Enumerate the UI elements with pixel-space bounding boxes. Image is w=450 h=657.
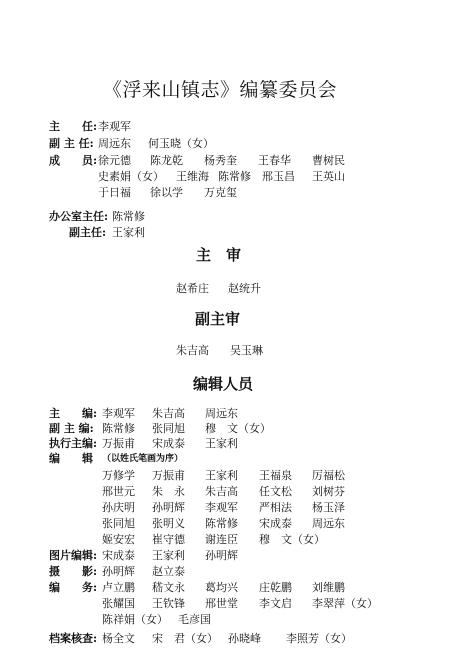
chief-review-heading: 主 审 xyxy=(196,246,242,264)
deputy-review-heading: 副主审 xyxy=(195,310,241,328)
archive-name: 孙晓峰 xyxy=(228,632,261,645)
chief-editor-name: 周远东 xyxy=(205,407,238,420)
editor-name: 朱吉高 xyxy=(205,485,238,498)
page-title: 《浮来山镇志》编纂委员会 xyxy=(103,79,338,101)
exec-editor-label: 执行主编: xyxy=(49,437,98,450)
chief-editor-name: 李观军 xyxy=(102,407,135,420)
exec-editor-name: 宋成泰 xyxy=(152,437,185,450)
photographer-name: 赵立泰 xyxy=(152,565,185,578)
member-name: 曹树民 xyxy=(312,154,345,167)
exec-editor-name: 万振甫 xyxy=(102,437,135,450)
chief-editor-label: 主 编: xyxy=(49,407,98,420)
editor-name: 万修学 xyxy=(102,469,135,482)
exec-editor-name: 王家利 xyxy=(205,437,238,450)
deputy-editor-name: 陈常修 xyxy=(102,422,135,435)
editor-name: 王家利 xyxy=(205,469,238,482)
chief-reviewer-name: 赵希庄 xyxy=(176,282,209,295)
vice-chair-label: 副 主 任: xyxy=(49,137,94,150)
deputy-editor-label: 副 主 编: xyxy=(49,422,94,435)
staff-name: 嵇文永 xyxy=(152,581,185,594)
staff-name: 葛均兴 xyxy=(205,581,238,594)
photographer-name: 孙明辉 xyxy=(102,565,135,578)
editor-name: 邢世元 xyxy=(102,485,135,498)
office-director-name: 陈常修 xyxy=(112,210,145,223)
member-name: 杨秀奎 xyxy=(204,154,237,167)
member-name: 徐以学 xyxy=(150,186,183,199)
staff-name: 王钦锋 xyxy=(152,597,185,610)
member-name: 史素娟（女） xyxy=(98,170,164,183)
editor-name: 王福泉 xyxy=(259,469,292,482)
vice-chair-name: 何玉晓（女） xyxy=(148,137,214,150)
editor-name: 厉福松 xyxy=(312,469,345,482)
staff-name: 李翠萍（女） xyxy=(312,597,378,610)
archive-name: 宋 君（女） xyxy=(152,632,218,645)
deputy-reviewer-name: 朱吉高 xyxy=(176,344,209,357)
editor-name: 李观军 xyxy=(205,501,238,514)
staff-name: 庄乾鹏 xyxy=(259,581,292,594)
member-name: 王春华 xyxy=(258,154,291,167)
photo-editor-name: 王家利 xyxy=(152,549,185,562)
editors-note: （以姓氏笔画为序） xyxy=(102,454,184,464)
editor-name: 穆 文（女） xyxy=(259,533,325,546)
photographer-label: 摄 影: xyxy=(49,565,98,578)
archive-name: 李照芳（女） xyxy=(286,632,352,645)
photo-editor-name: 孙明辉 xyxy=(205,549,238,562)
member-name: 陈龙乾 xyxy=(150,154,183,167)
editor-name: 任文松 xyxy=(259,485,292,498)
editor-name: 陈常修 xyxy=(205,517,238,530)
member-name: 王英山 xyxy=(312,170,345,183)
editors-label: 编 辑 xyxy=(49,452,93,465)
deputy-reviewer-name: 吴玉琳 xyxy=(230,344,263,357)
editor-name: 刘树芬 xyxy=(312,485,345,498)
editor-name: 宋成泰 xyxy=(259,517,292,530)
member-name: 邢玉昌 xyxy=(262,170,295,183)
staff-label: 编 务: xyxy=(49,581,98,594)
member-name: 陈常修 xyxy=(218,170,251,183)
photo-editor-label: 图片编辑: xyxy=(49,549,98,562)
editor-name: 万振甫 xyxy=(152,469,185,482)
editor-name: 朱 永 xyxy=(152,485,185,498)
photo-editor-name: 宋成泰 xyxy=(102,549,135,562)
deputy-editor-name: 张同旭 xyxy=(152,422,185,435)
chief-editor-name: 朱吉高 xyxy=(152,407,185,420)
deputy-editor-name: 穆 文（女） xyxy=(205,422,271,435)
staff-name: 刘维鹏 xyxy=(312,581,345,594)
member-name: 于日福 xyxy=(98,186,131,199)
staff-name: 陈祥娟（女） xyxy=(102,613,168,626)
editor-name: 崔守德 xyxy=(152,533,185,546)
editor-name: 谢连臣 xyxy=(205,533,238,546)
member-name: 王维海 xyxy=(176,170,209,183)
archive-name: 杨全文 xyxy=(102,632,135,645)
editor-name: 姬安宏 xyxy=(102,533,135,546)
member-name: 万克玺 xyxy=(204,186,237,199)
editorial-heading: 编辑人员 xyxy=(193,375,254,393)
editor-name: 张同旭 xyxy=(102,517,135,530)
vice-chair-name: 周远东 xyxy=(98,137,131,150)
staff-name: 毛彦国 xyxy=(178,613,211,626)
staff-name: 李文启 xyxy=(259,597,292,610)
office-deputy-name: 王家利 xyxy=(112,226,145,239)
office-director-label: 办公室主任: xyxy=(49,210,109,223)
editor-name: 周远东 xyxy=(312,517,345,530)
editor-name: 杨玉泽 xyxy=(312,501,345,514)
editor-name: 孙明辉 xyxy=(152,501,185,514)
members-label: 成 员: xyxy=(49,154,98,167)
staff-name: 张耀国 xyxy=(102,597,135,610)
editor-name: 孙庆明 xyxy=(102,501,135,514)
archive-label: 档案核查: xyxy=(49,632,98,645)
member-name: 徐元德 xyxy=(98,154,131,167)
chair-label: 主 任: xyxy=(49,120,98,133)
office-deputy-label: 副主任: xyxy=(69,226,107,239)
chief-reviewer-name: 赵统升 xyxy=(228,282,261,295)
staff-name: 邢世堂 xyxy=(205,597,238,610)
staff-name: 卢立鹏 xyxy=(102,581,135,594)
chair-name: 李观军 xyxy=(98,120,131,133)
editor-name: 张明义 xyxy=(152,517,185,530)
editor-name: 严相法 xyxy=(259,501,292,514)
